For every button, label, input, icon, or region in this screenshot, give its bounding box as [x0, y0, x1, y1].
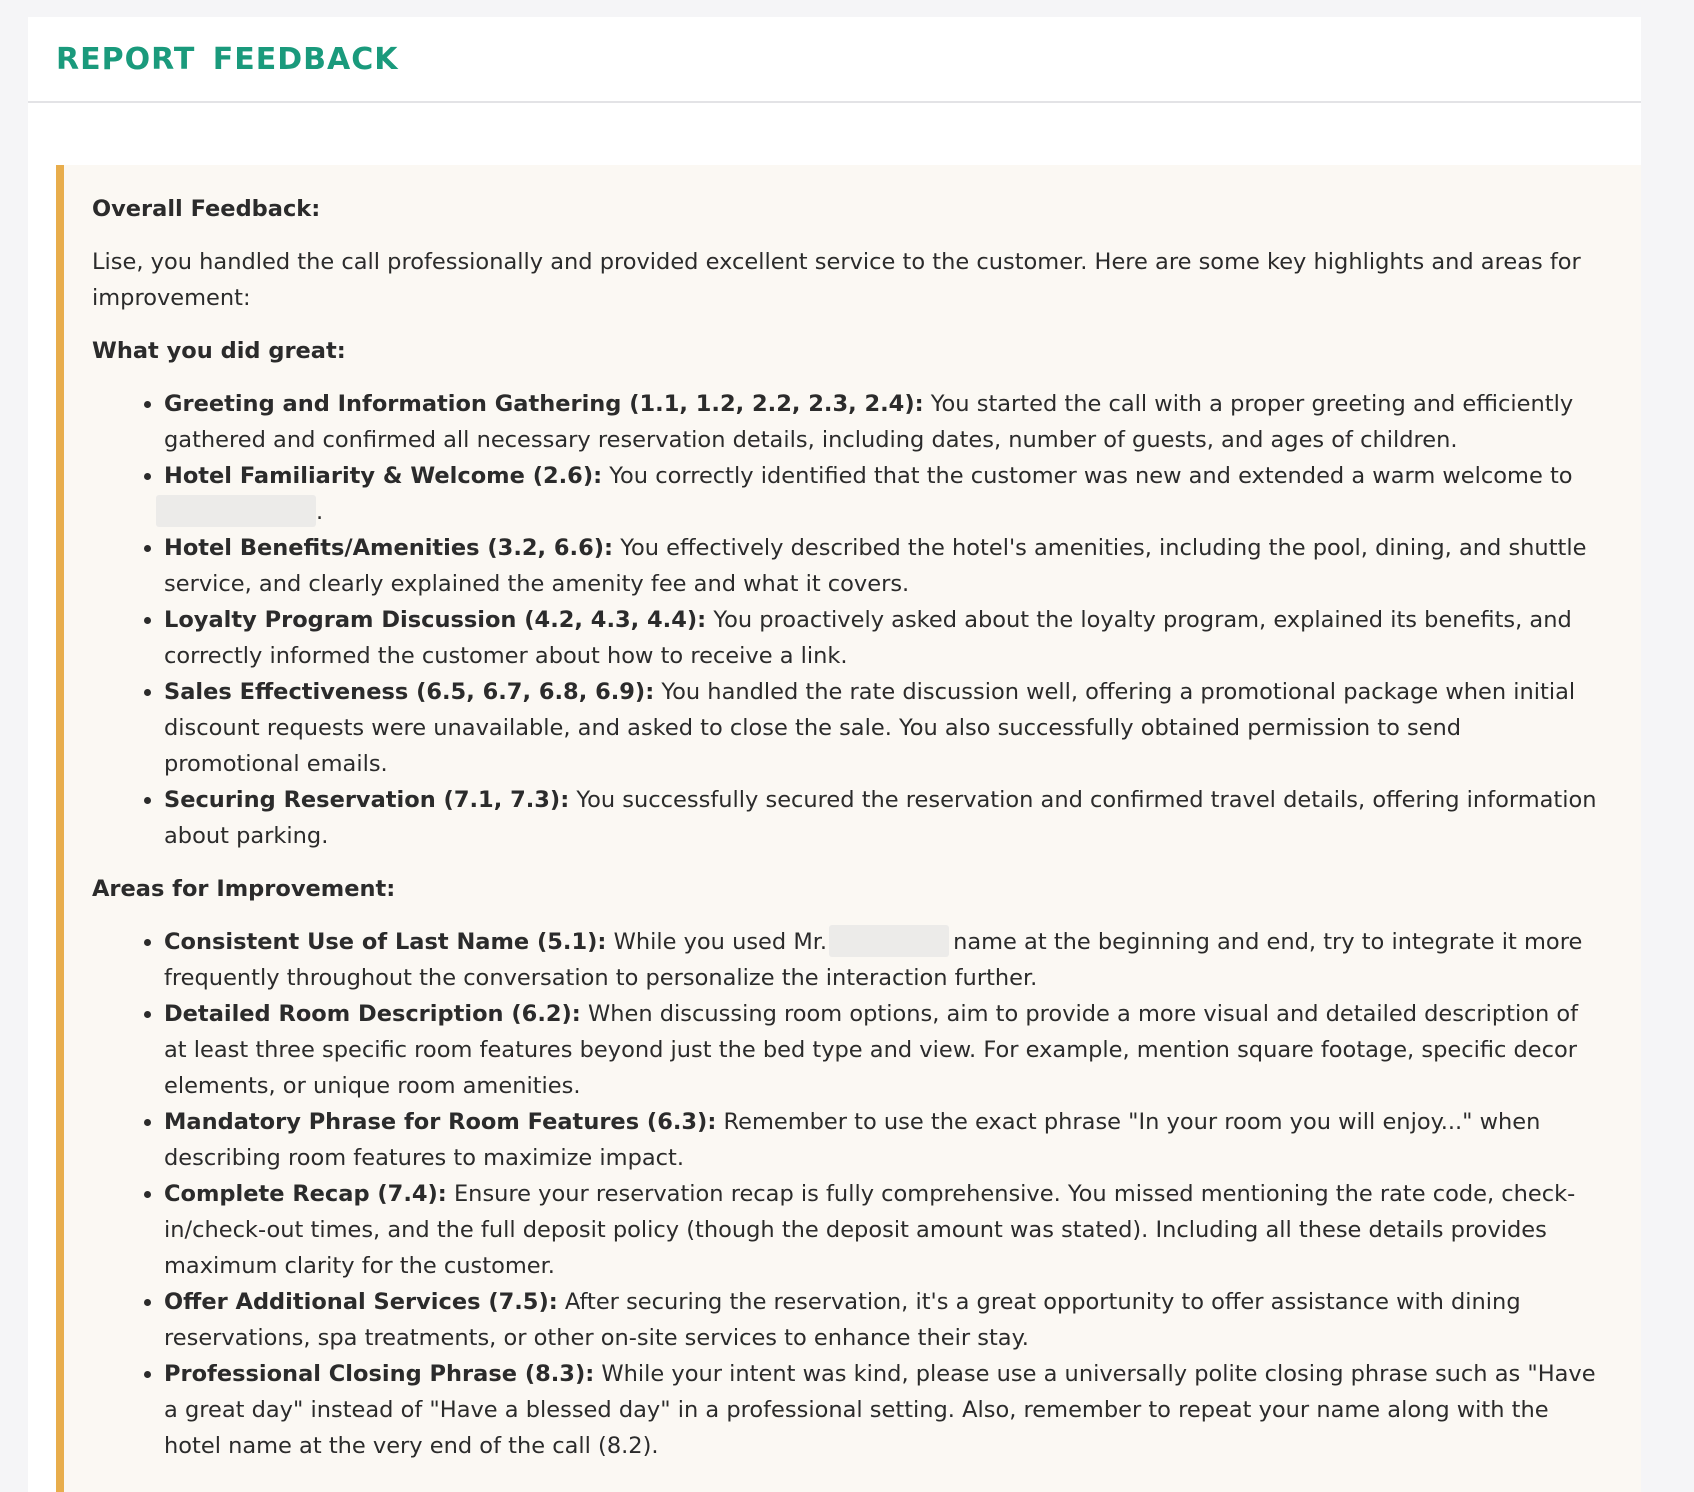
- list-item: [164, 1284, 1601, 1356]
- improvement-heading: Areas for Improvement:: [92, 876, 396, 902]
- item-title: Complete Recap (7.4):: [164, 1181, 447, 1207]
- item-title: Hotel Benefits/Amenities (3.2, 6.6):: [164, 535, 614, 561]
- page-title: REPORT FEEDBACK: [56, 41, 399, 77]
- list-item: [164, 530, 1601, 602]
- feedback-box: [56, 165, 1641, 1492]
- list-item: [164, 386, 1601, 458]
- list-item: [164, 1104, 1601, 1176]
- item-text: After securing the reservation, it's a great opportunity to offer assistance with dining reservations, spa treatments, or other on-site services to enhance their stay.: [164, 1289, 1521, 1351]
- list-item: [164, 1356, 1601, 1464]
- item-text-after: name at the beginning and end, try to integrate it more frequently throughout the conversation to personalize the interaction further.: [164, 929, 1583, 991]
- list-item: [164, 458, 1601, 530]
- overall-feedback-intro: Lise, you handled the call professionally and provided excellent service to the customer. Here are some key highlights and areas for improvement:: [92, 249, 1581, 311]
- item-title: Consistent Use of Last Name (5.1):: [164, 929, 607, 955]
- redacted-customer-name: [829, 925, 949, 957]
- item-title: Professional Closing Phrase (8.3):: [164, 1361, 595, 1387]
- item-text: Ensure your reservation recap is fully comprehensive. You missed mentioning the rate code, check-in/check-out times, and the full deposit policy (though the deposit amount was stated). Including all these details provides maximum clarity for the customer.: [164, 1181, 1576, 1279]
- item-text: You started the call with a proper greeting and efficiently gathered and confirmed all necessary reservation details, including dates, number of guests, and ages of children.: [164, 391, 1574, 453]
- item-text: You correctly identified that the customer was new and extended a warm welcome to: [609, 463, 1573, 489]
- item-text: While your intent was kind, please use a universally polite closing phrase such as "Have a great day" instead of "Have a blessed day" in a professional setting. Also, remember to repeat your name along with the hotel name at the very end of the call (8.2).: [164, 1361, 1596, 1459]
- list-item: [164, 924, 1601, 996]
- item-text: You successfully secured the reservation and confirmed travel details, offering information about parking.: [164, 787, 1597, 849]
- list-item: [164, 996, 1601, 1104]
- list-item: [164, 782, 1601, 854]
- item-title: Offer Additional Services (7.5):: [164, 1289, 558, 1315]
- item-title: Hotel Familiarity & Welcome (2.6):: [164, 463, 603, 489]
- strengths-list: [92, 386, 1601, 854]
- item-text: You handled the rate discussion well, offering a promotional package when initial discount requests were unavailable, and asked to close the sale. You also successfully obtained permission to send promotional emails.: [164, 679, 1576, 777]
- item-title: Detailed Room Description (6.2):: [164, 1001, 581, 1027]
- improvement-list: [92, 924, 1601, 1464]
- item-text: You effectively described the hotel's amenities, including the pool, dining, and shuttle service, and clearly explained the amenity fee and what it covers.: [164, 535, 1587, 597]
- card-header: [28, 17, 1641, 103]
- item-text: While you used Mr.: [613, 929, 828, 955]
- strengths-heading: What you did great:: [92, 338, 346, 364]
- item-title: Sales Effectiveness (6.5, 6.7, 6.8, 6.9):: [164, 679, 655, 705]
- list-item: [164, 602, 1601, 674]
- report-feedback-card: [28, 17, 1641, 1492]
- redacted-hotel-name: [156, 495, 316, 527]
- overall-feedback-heading: Overall Feedback:: [92, 196, 321, 222]
- list-item: [164, 674, 1601, 782]
- list-item: [164, 1176, 1601, 1284]
- item-title: Greeting and Information Gathering (1.1, 1.2, 2.2, 2.3, 2.4):: [164, 391, 924, 417]
- item-title: Mandatory Phrase for Room Features (6.3):: [164, 1109, 717, 1135]
- item-title: Securing Reservation (7.1, 7.3):: [164, 787, 570, 813]
- item-text: When discussing room options, aim to provide a more visual and detailed description of at least three specific room features beyond just the bed type and view. For example, mention square footage, specific decor elements, or unique room amenities.: [164, 1001, 1579, 1099]
- item-title: Loyalty Program Discussion (4.2, 4.3, 4.4):: [164, 607, 707, 633]
- item-text-after: .: [316, 499, 324, 525]
- item-text: You proactively asked about the loyalty program, explained its benefits, and correctly informed the customer about how to receive a link.: [164, 607, 1572, 669]
- item-text: Remember to use the exact phrase "In your room you will enjoy..." when describing room features to maximize impact.: [164, 1109, 1541, 1171]
